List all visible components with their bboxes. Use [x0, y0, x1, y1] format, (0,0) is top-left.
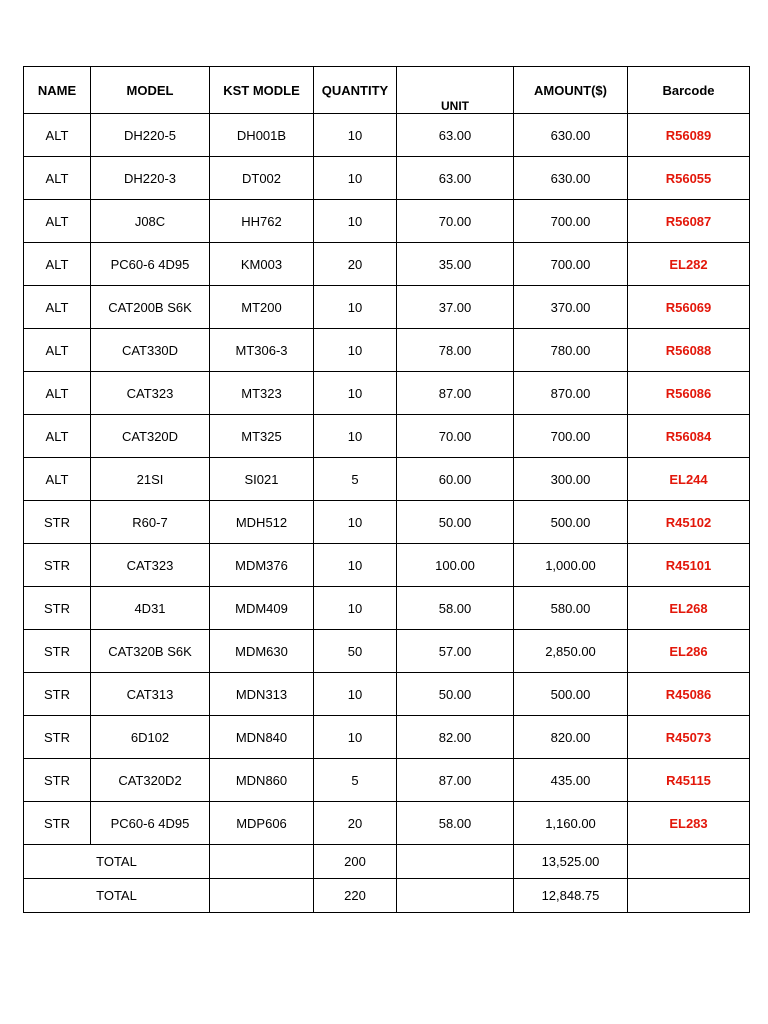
cell-name: STR — [24, 716, 91, 759]
cell-quantity: 10 — [314, 716, 397, 759]
cell-quantity: 10 — [314, 415, 397, 458]
header-unit — [397, 67, 514, 114]
cell-amount: 700.00 — [514, 200, 628, 243]
cell-model: CAT313 — [91, 673, 210, 716]
header-quantity: QUANTITY — [314, 67, 397, 114]
cell-unit-price: 87.00 — [397, 372, 514, 415]
cell-amount: 1,160.00 — [514, 802, 628, 845]
cell-unit-price: 78.00 — [397, 329, 514, 372]
parts-price-table — [23, 66, 750, 913]
cell-amount: 500.00 — [514, 673, 628, 716]
total-row — [24, 845, 750, 879]
cell-amount: 630.00 — [514, 114, 628, 157]
cell-name: ALT — [24, 329, 91, 372]
total-empty-kst-model — [210, 845, 314, 879]
cell-model: CAT330D — [91, 329, 210, 372]
total-quantity: 200 — [314, 845, 397, 879]
cell-unit-price: 63.00 — [397, 114, 514, 157]
cell-unit-price: 50.00 — [397, 673, 514, 716]
cell-model: DH220-3 — [91, 157, 210, 200]
cell-kst-model: MT325 — [210, 415, 314, 458]
cell-quantity: 10 — [314, 200, 397, 243]
cell-model: R60-7 — [91, 501, 210, 544]
cell-quantity: 10 — [314, 501, 397, 544]
cell-name: ALT — [24, 458, 91, 501]
cell-amount: 2,850.00 — [514, 630, 628, 673]
cell-barcode: EL282 — [628, 243, 750, 286]
total-amount: 13,525.00 — [514, 845, 628, 879]
header-barcode: Barcode — [628, 67, 750, 114]
cell-barcode: R45086 — [628, 673, 750, 716]
cell-kst-model: KM003 — [210, 243, 314, 286]
table-row — [24, 415, 750, 458]
table-row — [24, 759, 750, 802]
table-row — [24, 286, 750, 329]
header-row — [24, 67, 750, 114]
total-empty-barcode — [628, 845, 750, 879]
cell-barcode: R56087 — [628, 200, 750, 243]
cell-amount: 700.00 — [514, 415, 628, 458]
cell-barcode: R45115 — [628, 759, 750, 802]
cell-model: CAT320B S6K — [91, 630, 210, 673]
cell-barcode: R56086 — [628, 372, 750, 415]
total-empty-unit — [397, 879, 514, 913]
cell-kst-model: MDN860 — [210, 759, 314, 802]
table-row — [24, 501, 750, 544]
header-amount: AMOUNT($) — [514, 67, 628, 114]
cell-kst-model: MT200 — [210, 286, 314, 329]
cell-amount: 700.00 — [514, 243, 628, 286]
table-row — [24, 802, 750, 845]
cell-unit-price: 70.00 — [397, 200, 514, 243]
table-row — [24, 716, 750, 759]
cell-kst-model: MDP606 — [210, 802, 314, 845]
cell-model: DH220-5 — [91, 114, 210, 157]
cell-unit-price: 70.00 — [397, 415, 514, 458]
cell-barcode: R56088 — [628, 329, 750, 372]
cell-barcode: R56055 — [628, 157, 750, 200]
cell-amount: 870.00 — [514, 372, 628, 415]
cell-quantity: 10 — [314, 329, 397, 372]
cell-quantity: 10 — [314, 157, 397, 200]
cell-name: ALT — [24, 372, 91, 415]
table-row — [24, 544, 750, 587]
table-row — [24, 587, 750, 630]
cell-kst-model: MT306-3 — [210, 329, 314, 372]
cell-unit-price: 58.00 — [397, 802, 514, 845]
cell-amount: 1,000.00 — [514, 544, 628, 587]
total-amount: 12,848.75 — [514, 879, 628, 913]
cell-unit-price: 50.00 — [397, 501, 514, 544]
cell-quantity: 10 — [314, 372, 397, 415]
cell-barcode: EL286 — [628, 630, 750, 673]
cell-amount: 580.00 — [514, 587, 628, 630]
cell-unit-price: 35.00 — [397, 243, 514, 286]
cell-name: ALT — [24, 415, 91, 458]
cell-quantity: 10 — [314, 544, 397, 587]
table-body — [24, 114, 750, 913]
cell-kst-model: MT323 — [210, 372, 314, 415]
cell-unit-price: 63.00 — [397, 157, 514, 200]
table-row — [24, 458, 750, 501]
cell-kst-model: HH762 — [210, 200, 314, 243]
cell-unit-price: 37.00 — [397, 286, 514, 329]
cell-kst-model: MDN840 — [210, 716, 314, 759]
cell-quantity: 20 — [314, 802, 397, 845]
cell-model: PC60-6 4D95 — [91, 243, 210, 286]
cell-amount: 370.00 — [514, 286, 628, 329]
cell-amount: 630.00 — [514, 157, 628, 200]
cell-quantity: 5 — [314, 759, 397, 802]
cell-model: PC60-6 4D95 — [91, 802, 210, 845]
cell-barcode: R45102 — [628, 501, 750, 544]
cell-model: CAT323 — [91, 372, 210, 415]
cell-barcode: EL268 — [628, 587, 750, 630]
cell-name: STR — [24, 802, 91, 845]
cell-quantity: 10 — [314, 587, 397, 630]
cell-barcode: R56084 — [628, 415, 750, 458]
cell-barcode: EL283 — [628, 802, 750, 845]
cell-unit-price: 57.00 — [397, 630, 514, 673]
cell-unit-price: 87.00 — [397, 759, 514, 802]
cell-name: STR — [24, 544, 91, 587]
cell-quantity: 20 — [314, 243, 397, 286]
total-quantity: 220 — [314, 879, 397, 913]
cell-kst-model: MDM630 — [210, 630, 314, 673]
cell-kst-model: MDM376 — [210, 544, 314, 587]
cell-amount: 780.00 — [514, 329, 628, 372]
header-model: MODEL — [91, 67, 210, 114]
table-row — [24, 673, 750, 716]
cell-model: CAT320D — [91, 415, 210, 458]
cell-name: STR — [24, 587, 91, 630]
cell-unit-price: 100.00 — [397, 544, 514, 587]
cell-amount: 500.00 — [514, 501, 628, 544]
header-name: NAME — [24, 67, 91, 114]
total-row — [24, 879, 750, 913]
cell-quantity: 10 — [314, 673, 397, 716]
table-row — [24, 243, 750, 286]
table-row — [24, 329, 750, 372]
cell-kst-model: MDH512 — [210, 501, 314, 544]
table-row — [24, 372, 750, 415]
cell-barcode: R56089 — [628, 114, 750, 157]
cell-name: STR — [24, 673, 91, 716]
cell-amount: 435.00 — [514, 759, 628, 802]
cell-kst-model: MDN313 — [210, 673, 314, 716]
table-row — [24, 200, 750, 243]
cell-name: STR — [24, 759, 91, 802]
cell-barcode: R45101 — [628, 544, 750, 587]
cell-kst-model: DT002 — [210, 157, 314, 200]
cell-model: CAT323 — [91, 544, 210, 587]
table-row — [24, 630, 750, 673]
cell-name: ALT — [24, 243, 91, 286]
cell-name: ALT — [24, 114, 91, 157]
cell-kst-model: DH001B — [210, 114, 314, 157]
cell-quantity: 10 — [314, 114, 397, 157]
cell-name: ALT — [24, 200, 91, 243]
cell-name: STR — [24, 501, 91, 544]
cell-model: 4D31 — [91, 587, 210, 630]
cell-unit-price: 60.00 — [397, 458, 514, 501]
cell-unit-price: 82.00 — [397, 716, 514, 759]
cell-quantity: 10 — [314, 286, 397, 329]
cell-amount: 300.00 — [514, 458, 628, 501]
cell-kst-model: SI021 — [210, 458, 314, 501]
header-unit-label: UNIT — [441, 99, 469, 113]
cell-quantity: 5 — [314, 458, 397, 501]
cell-barcode: EL244 — [628, 458, 750, 501]
total-empty-barcode — [628, 879, 750, 913]
cell-name: ALT — [24, 157, 91, 200]
total-empty-kst-model — [210, 879, 314, 913]
cell-model: CAT200B S6K — [91, 286, 210, 329]
table-row — [24, 114, 750, 157]
cell-name: STR — [24, 630, 91, 673]
cell-amount: 820.00 — [514, 716, 628, 759]
cell-model: J08C — [91, 200, 210, 243]
cell-model: 21SI — [91, 458, 210, 501]
total-label: TOTAL — [24, 879, 210, 913]
cell-quantity: 50 — [314, 630, 397, 673]
cell-unit-price: 58.00 — [397, 587, 514, 630]
total-label: TOTAL — [24, 845, 210, 879]
cell-name: ALT — [24, 286, 91, 329]
cell-barcode: R45073 — [628, 716, 750, 759]
total-empty-unit — [397, 845, 514, 879]
cell-barcode: R56069 — [628, 286, 750, 329]
cell-model: 6D102 — [91, 716, 210, 759]
header-kst-model: KST MODLE — [210, 67, 314, 114]
cell-model: CAT320D2 — [91, 759, 210, 802]
table-row — [24, 157, 750, 200]
cell-kst-model: MDM409 — [210, 587, 314, 630]
